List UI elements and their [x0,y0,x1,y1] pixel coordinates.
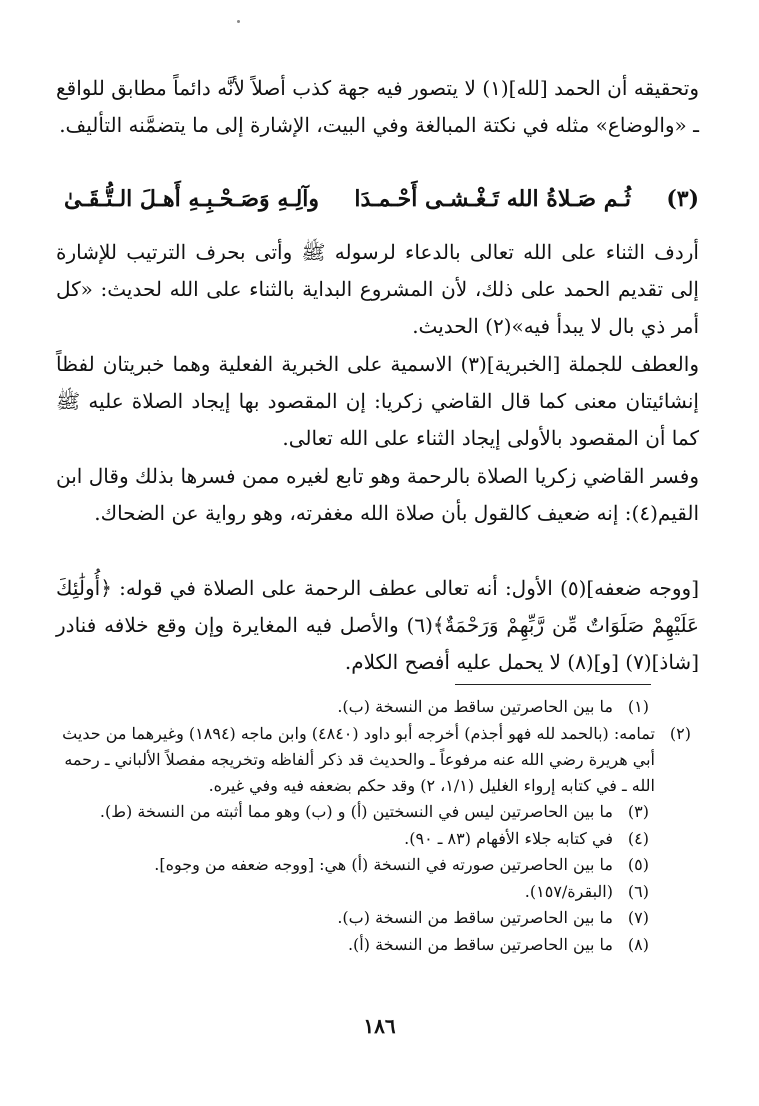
footnote [54,826,649,852]
footnote [54,852,649,878]
paragraph-5: [ووجه ضعفه](٥) الأول: أنه تعالى عطف الرحمة على الصلاة في قوله: ﴿أُولَٰئِكَ عَلَيْهِمْ صَلَوَاتٌ مِّن رَّبِّهِمْ وَرَحْمَةٌ﴾(٦) والأصل فيه المغايرة وإن وقع خلافه فنادر [شاذ](٧) [و](٨) لا يحمل عليه أفصح الكلام. [56,576,700,674]
footnote [54,905,649,931]
footnote-number: (٨) [627,934,649,954]
page-number: ١٨٦ [363,1014,396,1038]
paragraph-1: وتحقيقه أن الحمد [لله](١) لا يتصور فيه جهة كذب أصلاً لأنَّه دائماً مطابق للواقع ـ «والوضاع» مثله في نكتة المبالغة وفي البيت، الإشارة إلى ما يتضمَّنه التأليف. [56,76,699,137]
scan-speck [237,20,240,23]
footnote [54,879,649,905]
footnote-number: (٤) [627,828,649,848]
verse-second-hemistich: وآلِـهِ وَصَـحْـبِـهِ أَهـلَ الـتُّـقَـىٰ [64,186,320,212]
footnote-text: ما بين الحاصرتين ساقط من النسخة (ب). [337,697,613,716]
footnote-text: ما بين الحاصرتين ليس في النسختين (أ) و (ب) وهو مما أثبته من النسخة (ط). [99,802,613,821]
verse-line [56,186,699,212]
footnote-text: ما بين الحاصرتين ساقط من النسخة (ب). [337,908,613,927]
paragraph-2: أردف الثناء على الله تعالى بالدعاء لرسوله ﷺ وأتى بحرف الترتيب للإشارة إلى تقديم الحمد على ذلك، لأن المشروع البداية بالثناء على الله لحديث: «كل أمر ذي بال لا يبدأ فيه»(٢) الحديث. [56,240,699,338]
footnote [54,799,649,825]
verse-first-hemistich: ثُـم صَـلاةُ الله تَـغْـشـى أَحْـمـدَا [354,186,631,212]
footnote [54,932,649,958]
verse-number: (٣) [666,186,699,212]
footnote-text: ما بين الحاصرتين صورته في النسخة (أ) هي: [ووجه ضعفه من وجوه]. [154,855,613,874]
footnote-number: (٦) [627,881,649,901]
footnote-text: تمامه: (بالحمد لله فهو أجذم) أخرجه أبو داود (٤٨٤٠) وابن ماجه (١٨٩٤) وغيرهما من حديث أبي هريرة رضي الله عنه مرفوعاً ـ والحديث قد ذكر ألفاظه وتخريجه مفصلاً الألباني ـ رحمه الله ـ في كتابه إرواء الغليل (١/١، ٢) وقد حكم بضعفه فيه وفي غيره. [62,723,655,795]
footnote-number: (١) [627,697,649,716]
footnote-text: في كتابه جلاء الأفهام (٨٣ ـ ٩٠). [404,828,613,848]
footnote [54,694,649,720]
footnote-number: (٢) [669,723,691,743]
footnote-text: (البقرة/١٥٧). [524,881,613,901]
footnote-text: ما بين الحاصرتين ساقط من النسخة (أ). [347,934,613,954]
paragraph-3: والعطف للجملة [الخبرية](٣) الاسمية على الخبرية الفعلية وهما خبريتان لفظاً إنشائيتان معنى كما قال القاضي زكريا: إن المقصود بها إيجاد الصلاة عليه ﷺ كما أن المقصود بالأولى إيجاد الثناء على الله تعالى. [56,352,699,450]
footnote-number: (٧) [627,908,649,927]
footnote-separator [455,684,651,685]
footnote [54,721,691,799]
footnote-number: (٥) [627,855,649,874]
footnote-number: (٣) [627,802,649,821]
paragraph-4: وفسر القاضي زكريا الصلاة بالرحمة وهو تابع لغيره ممن فسرها بذلك وقال ابن القيم(٤): إنه ضعيف كالقول بأن صلاة الله مغفرته، وهو رواية عن الضحاك. [56,464,699,525]
footnotes [54,694,691,958]
